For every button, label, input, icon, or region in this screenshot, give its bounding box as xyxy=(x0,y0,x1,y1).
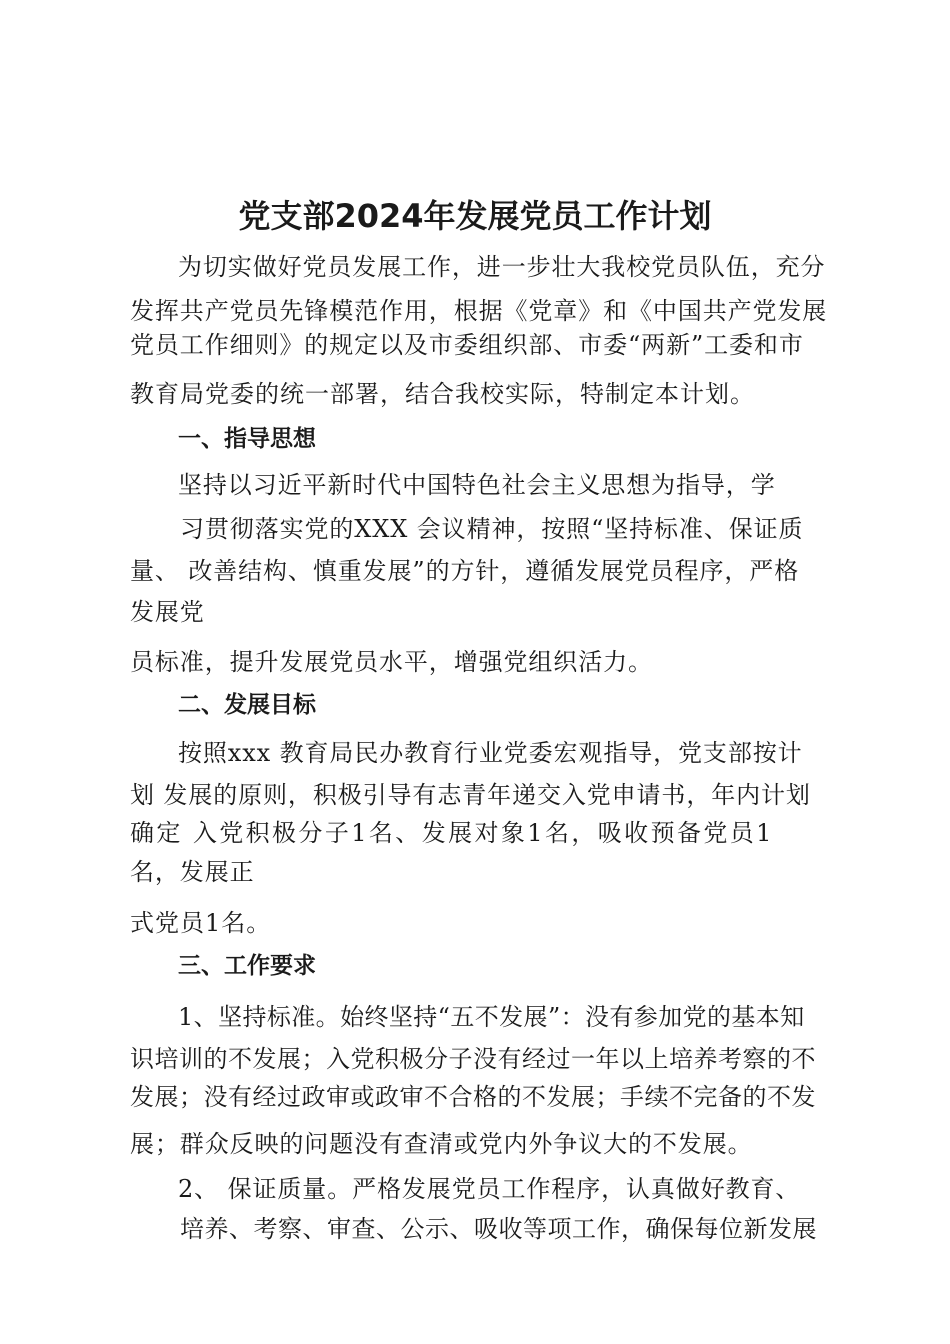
section2-line-4: 名，发展正 xyxy=(130,858,255,886)
intro-line-4: 教育局党委的统一部署，结合我校实际，特制定本计划。 xyxy=(130,380,755,408)
section3-line-6: 培养、考察、审查、公示、吸收等项工作，确保每位新发展 xyxy=(180,1215,817,1243)
section2-line-2: 划 发展的原则，积极引导有志青年递交入党申请书，年内计划 xyxy=(130,781,811,809)
section3-line-1: 1、坚持标准。始终坚持“五不发展”：没有参加党的基本知 xyxy=(178,1003,805,1031)
document-title: 党支部2024年发展党员工作计划 xyxy=(238,197,712,235)
section1-line-2: 习贯彻落实党的XXX 会议精神，按照“坚持标准、保证质 xyxy=(180,515,804,543)
section3-line-2: 识培训的不发展；入党积极分子没有经过一年以上培养考察的不 xyxy=(130,1045,816,1073)
section1-line-5: 员标准，提升发展党员水平，增强党组织活力。 xyxy=(130,648,653,676)
section-heading-work-requirements: 三、工作要求 xyxy=(178,953,316,979)
intro-line-3: 党员工作细则》的规定以及市委组织部、市委“两新”工委和市 xyxy=(130,331,804,359)
section1-line-4: 发展党 xyxy=(130,598,205,626)
section3-line-5: 2、 保证质量。严格发展党员工作程序，认真做好教育、 xyxy=(178,1175,801,1203)
section2-line-1: 按照xxx 教育局民办教育行业党委宏观指导，党支部按计 xyxy=(178,739,803,767)
section2-line-5: 式党员1名。 xyxy=(130,909,272,937)
section1-line-1: 坚持以习近平新时代中国特色社会主义思想为指导，学 xyxy=(178,471,776,499)
intro-line-1: 为切实做好党员发展工作，进一步壮大我校党员队伍，充分 xyxy=(178,253,826,281)
section-heading-development-goals: 二、发展目标 xyxy=(178,692,316,718)
section3-line-3: 发展；没有经过政审或政审不合格的不发展；手续不完备的不发 xyxy=(130,1083,816,1111)
intro-line-2: 发挥共产党员先锋模范作用，根据《党章》和《中国共产党发展 xyxy=(130,297,828,325)
section1-line-3: 量、 改善结构、慎重发展”的方针，遵循发展党员程序，严格 xyxy=(130,557,800,585)
section-heading-guiding-ideology: 一、指导思想 xyxy=(178,426,316,452)
section3-line-4: 展；群众反映的问题没有查清或党内外争议大的不发展。 xyxy=(130,1130,753,1158)
section2-line-3: 确定 入党积极分子1名、发展对象1名，吸收预备党员1 xyxy=(130,819,774,847)
